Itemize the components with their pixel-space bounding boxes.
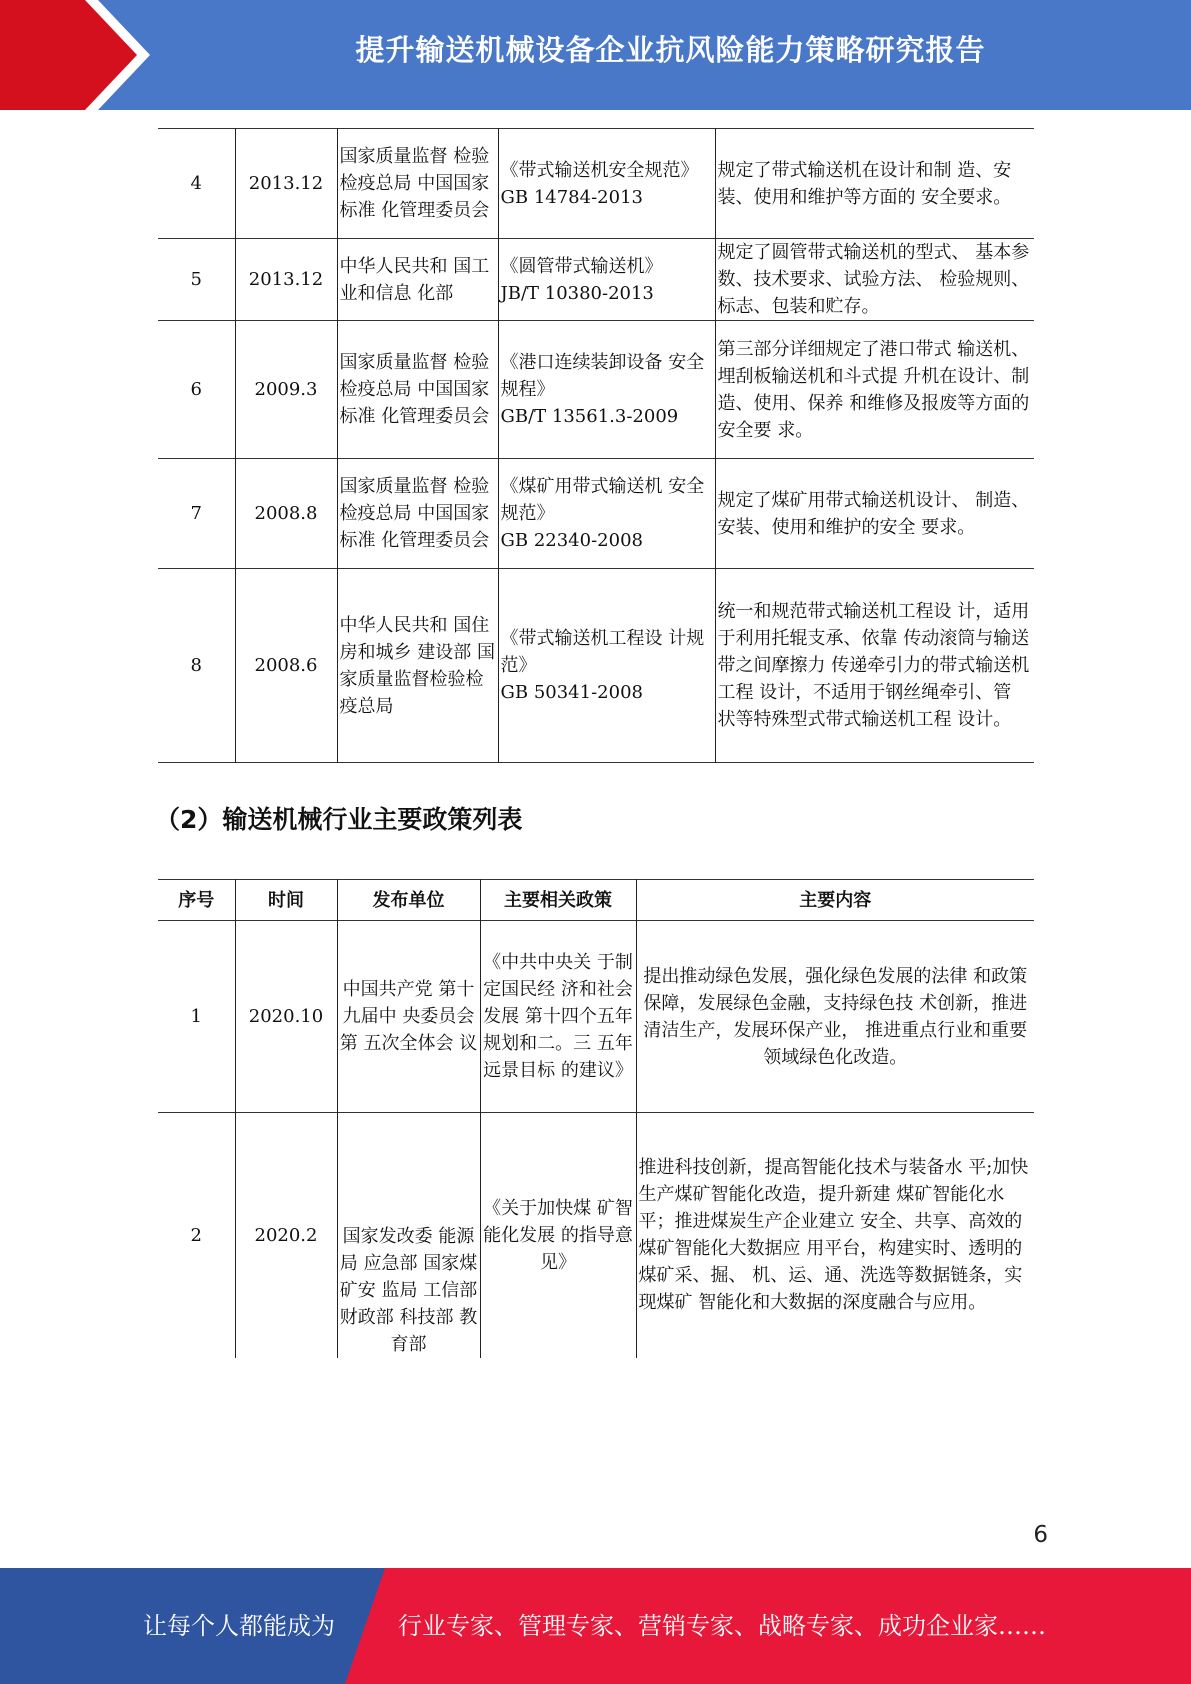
row-date: 2020.2 xyxy=(235,1113,337,1358)
standard-name: 《带式输送机工程设 计规范》 xyxy=(500,628,705,676)
row-issuer: 中华人民共和 国住房和城乡 建设部 国家质量监督检验检疫总局 xyxy=(337,569,498,763)
standard-code: GB 50341-2008 xyxy=(500,682,643,703)
standard-code: GB 22340-2008 xyxy=(500,530,643,551)
row-content: 规定了煤矿用带式输送机设计、 制造、安装、使用和维护的安全 要求。 xyxy=(715,459,1034,569)
row-number: 7 xyxy=(158,459,235,569)
footer-slogan-right: 行业专家、管理专家、营销专家、战略专家、成功企业家…… xyxy=(398,1612,1046,1640)
row-number: 1 xyxy=(158,921,235,1113)
row-issuer: 国家质量监督 检验检疫总局 中国国家标准 化管理委员会 xyxy=(337,129,498,239)
table-row xyxy=(158,1113,1034,1358)
row-standard xyxy=(498,129,715,239)
row-standard xyxy=(498,569,715,763)
header-no: 序号 xyxy=(158,880,235,921)
page-header xyxy=(0,0,1191,110)
row-number: 6 xyxy=(158,321,235,459)
standard-name: 《煤矿用带式输送机 安全规范》 xyxy=(500,476,705,524)
row-date: 2008.8 xyxy=(235,459,337,569)
header-issuer: 发布单位 xyxy=(337,880,480,921)
row-issuer: 中华人民共和 国工业和信息 化部 xyxy=(337,239,498,321)
row-number: 2 xyxy=(158,1113,235,1358)
standard-code: GB/T 13561.3-2009 xyxy=(500,406,679,427)
standard-name: 《圆管带式输送机》 xyxy=(500,255,663,277)
page-footer xyxy=(0,1568,1191,1684)
row-number: 4 xyxy=(158,129,235,239)
page-number: 6 xyxy=(1033,1522,1048,1548)
row-standard xyxy=(498,459,715,569)
table-row xyxy=(158,459,1034,569)
row-number: 8 xyxy=(158,569,235,763)
header-policy: 主要相关政策 xyxy=(480,880,636,921)
table-header-row xyxy=(158,880,1034,921)
row-date: 2008.6 xyxy=(235,569,337,763)
row-issuer: 中国共产党 第十九届中 央委员会第 五次全体会 议 xyxy=(337,921,480,1113)
row-issuer: 国家质量监督 检验检疫总局 中国国家标准 化管理委员会 xyxy=(337,321,498,459)
row-content: 规定了带式输送机在设计和制 造、安装、使用和维护等方面的 安全要求。 xyxy=(715,129,1034,239)
row-number: 5 xyxy=(158,239,235,321)
report-title: 提升输送机械设备企业抗风险能力策略研究报告 xyxy=(355,33,986,67)
row-content: 统一和规范带式输送机工程设 计，适用于利用托辊支承、依靠 传动滚筒与输送带之间摩擦力 传递牵引力的带式输送机工程 设计，不适用于钢丝绳牵引、管 状等特殊型式带式输送机工程 设计。 xyxy=(715,569,1034,763)
table-row xyxy=(158,129,1034,239)
row-content: 第三部分详细规定了港口带式 输送机、埋刮板输送机和斗式提 升机在设计、制造、使用、保养 和维修及报废等方面的安全要 求。 xyxy=(715,321,1034,459)
header-date: 时间 xyxy=(235,880,337,921)
standard-code: GB 14784-2013 xyxy=(500,186,643,208)
header-content: 主要内容 xyxy=(636,880,1034,921)
row-date: 2013.12 xyxy=(235,239,337,321)
row-policy: 《中共中央关 于制定国民经 济和社会发展 第十四个五年 规划和二。三 五年远景目标 的建议》 xyxy=(480,921,636,1113)
row-policy: 《关于加快煤 矿智能化发展 的指导意见》 xyxy=(480,1113,636,1358)
table-row xyxy=(158,921,1034,1113)
policy-table xyxy=(158,879,1034,1358)
table-row xyxy=(158,321,1034,459)
row-date: 2020.10 xyxy=(235,921,337,1113)
table-row xyxy=(158,239,1034,321)
row-date: 2013.12 xyxy=(235,129,337,239)
standard-code: JB/T 10380-2013 xyxy=(500,282,654,304)
section-heading: （2）输送机械行业主要政策列表 xyxy=(155,805,523,834)
row-issuer: 国家发改委 能源局 应急部 国家煤矿安 监局 工信部 财政部 科技部 教育部 xyxy=(337,1113,480,1358)
row-issuer: 国家质量监督 检验检疫总局 中国国家标准 化管理委员会 xyxy=(337,459,498,569)
row-content: 规定了圆管带式输送机的型式、 基本参数、技术要求、试验方法、 检验规则、标志、包装和贮存。 xyxy=(715,239,1034,321)
row-standard xyxy=(498,239,715,321)
table-row xyxy=(158,569,1034,763)
row-content: 提出推动绿色发展，强化绿色发展的法律 和政策保障，发展绿色金融，支持绿色技 术创新，推进清洁生产，发展环保产业， 推进重点行业和重要领域绿色化改造。 xyxy=(636,921,1034,1113)
row-content: 推进科技创新，提高智能化技术与装备水 平;加快生产煤矿智能化改造，提升新建 煤矿智能化水平；推进煤炭生产企业建立 安全、共享、高效的煤矿智能化大数据应 用平台，构建实时、透明的煤矿采、掘、 机、运、通、洗选等数据链条，实现煤矿 智能化和大数据的深度融合与应用。 xyxy=(636,1113,1034,1358)
standard-name: 《港口连续装卸设备 安全规程》 xyxy=(500,352,705,400)
row-standard xyxy=(498,321,715,459)
footer-slogan-left: 让每个人都能成为 xyxy=(143,1612,335,1640)
standards-table xyxy=(158,128,1034,763)
standard-name: 《带式输送机安全规范》 xyxy=(500,159,699,181)
row-date: 2009.3 xyxy=(235,321,337,459)
header-chevron-logo xyxy=(0,0,150,110)
